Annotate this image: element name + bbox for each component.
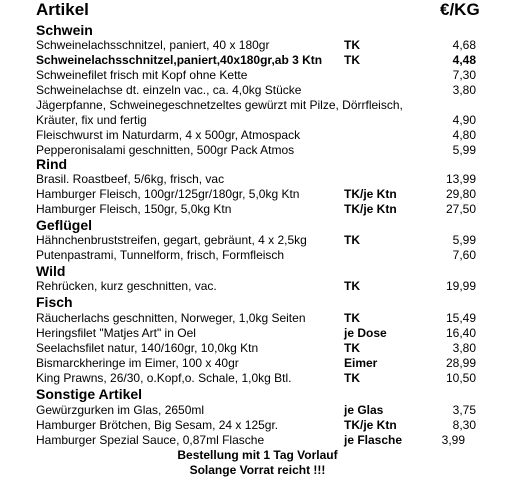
section-heading: Schwein	[36, 22, 93, 38]
item-tag: TK	[344, 341, 360, 355]
item-tag: je Dose	[344, 326, 387, 340]
item-price: 15,49	[445, 311, 476, 325]
item-price: 3,75	[452, 403, 476, 417]
item-price: 16,40	[445, 326, 476, 340]
item-name: Heringsfilet "Matjes Art" in Oel	[36, 326, 196, 340]
item-tag: TK	[344, 233, 360, 247]
list-item	[36, 187, 476, 202]
list-item	[36, 418, 476, 433]
item-name: Räucherlachs geschnitten, Norweger, 1,0kg Seiten	[36, 311, 306, 325]
item-tag: TK/je Ktn	[344, 202, 397, 216]
item-name: Schweinelachse dt. einzeln vac., ca. 4,0kg Stücke	[36, 83, 302, 97]
list-item	[36, 371, 476, 386]
item-price: 4,90	[452, 113, 476, 127]
item-price: 4,80	[452, 128, 476, 142]
item-price: 3,99	[441, 433, 465, 447]
item-price: 13,99	[445, 172, 476, 186]
item-name: Bismarckheringe im Eimer, 100 x 40gr	[36, 356, 239, 370]
item-price: 7,60	[452, 248, 476, 262]
item-name: Schweinefilet frisch mit Kopf ohne Kette	[36, 68, 248, 82]
page-title: Artikel	[36, 0, 89, 19]
item-name: Rehrücken, kurz geschnitten, vac.	[36, 279, 217, 293]
list-item	[36, 311, 476, 326]
item-name: Pepperonisalami geschnitten, 500gr Pack Atmos	[36, 143, 295, 157]
section-heading: Rind	[36, 156, 68, 172]
section-heading: Geflügel	[36, 217, 93, 233]
item-price: 3,80	[452, 83, 476, 97]
section-heading: Fisch	[36, 294, 73, 310]
list-item	[36, 326, 476, 341]
list-item	[36, 38, 476, 53]
list-item	[36, 83, 476, 98]
item-name-continued: Kräuter, fix und fertig	[36, 113, 147, 127]
item-name: Hamburger Fleisch, 100gr/125gr/180gr, 5,0kg Ktn	[36, 187, 300, 201]
item-price: 8,30	[452, 418, 476, 432]
price-unit-header: €/KG	[440, 0, 480, 19]
item-name: Gewürzgurken im Glas, 2650ml	[36, 403, 205, 417]
item-name: Schweinelachsschnitzel,paniert,40x180gr,ab 3 Ktn	[36, 53, 323, 67]
item-price: 5,99	[452, 143, 476, 157]
item-tag: TK	[344, 53, 360, 67]
list-item	[36, 248, 476, 263]
item-tag: TK/je Ktn	[344, 418, 397, 432]
item-name: Schweinelachsschnitzel, paniert, 40 x 180gr	[36, 38, 270, 52]
list-item	[36, 128, 476, 143]
item-name: Fleischwurst im Naturdarm, 4 x 500gr, Atmospack	[36, 128, 301, 142]
footer-note: Solange Vorrat reicht !!!	[189, 463, 326, 477]
item-price: 3,80	[452, 341, 476, 355]
list-item	[36, 356, 476, 371]
item-name: King Prawns, 26/30, o.Kopf,o. Schale, 1,0kg Btl.	[36, 371, 292, 385]
item-price: 19,99	[445, 279, 476, 293]
list-item	[36, 98, 476, 128]
item-tag: je Glas	[344, 403, 384, 417]
list-item	[36, 202, 476, 217]
item-price: 5,99	[452, 233, 476, 247]
list-item	[36, 341, 476, 356]
item-name: Jägerpfanne, Schweinegeschnetzeltes gewürzt mit Pilze, Dörrfleisch,	[36, 98, 403, 112]
item-tag: TK	[344, 38, 360, 52]
item-price: 4,48	[452, 53, 476, 67]
item-price: 4,68	[452, 38, 476, 52]
list-item	[36, 68, 476, 83]
item-name: Putenpastrami, Tunnelform, frisch, Formfleisch	[36, 248, 285, 262]
item-name: Seelachsfilet natur, 140/160gr, 10,0kg Ktn	[36, 341, 259, 355]
list-item	[36, 172, 476, 187]
item-tag: TK	[344, 279, 360, 293]
item-name: Hamburger Brötchen, Big Sesam, 24 x 125gr.	[36, 418, 279, 432]
list-item	[36, 279, 476, 294]
list-item	[36, 433, 465, 448]
item-price: 27,50	[445, 202, 476, 216]
item-tag: je Flasche	[344, 433, 403, 447]
item-price: 29,80	[445, 187, 476, 201]
section-heading: Wild	[36, 263, 66, 279]
item-tag: TK/je Ktn	[344, 187, 397, 201]
list-item	[36, 403, 476, 418]
item-tag: Eimer	[344, 356, 378, 370]
item-tag: TK	[344, 371, 360, 385]
list-item	[36, 53, 476, 68]
item-tag: TK	[344, 311, 360, 325]
item-price: 28,99	[445, 356, 476, 370]
item-name: Hähnchenbruststreifen, gegart, gebräunt, 4 x 2,5kg	[36, 233, 307, 247]
list-item	[36, 143, 476, 158]
item-name: Brasil. Roastbeef, 5/6kg, frisch, vac	[36, 172, 225, 186]
section-heading: Sonstige Artikel	[36, 386, 143, 402]
list-item	[36, 233, 476, 248]
item-price: 7,30	[452, 68, 476, 82]
item-name: Hamburger Fleisch, 150gr, 5,0kg Ktn	[36, 202, 232, 216]
item-price: 10,50	[445, 371, 476, 385]
footer-note: Bestellung mit 1 Tag Vorlauf	[177, 448, 338, 462]
item-name: Hamburger Spezial Sauce, 0,87ml Flasche	[36, 433, 265, 447]
